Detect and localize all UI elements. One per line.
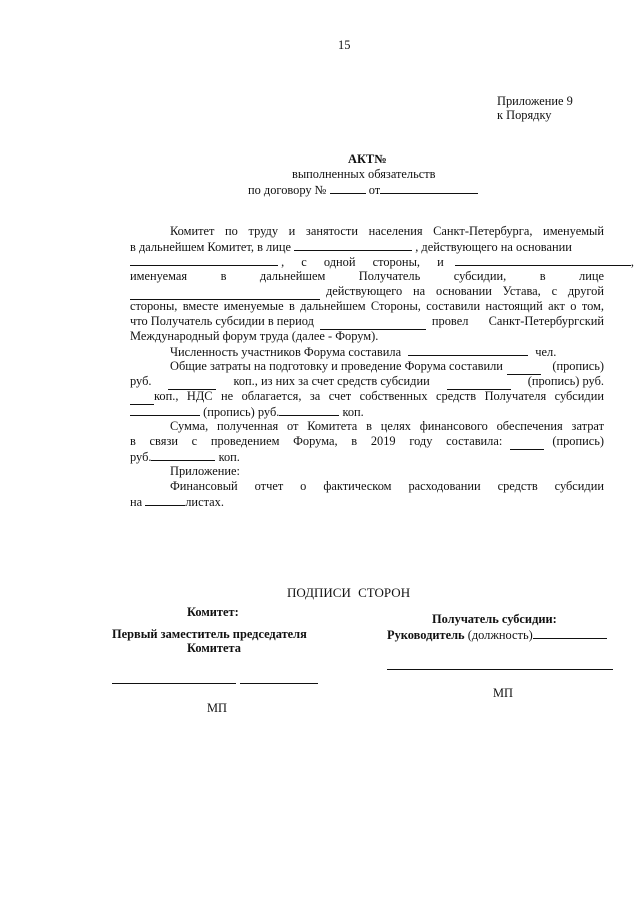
p1-line4-w4: Получатель	[358, 269, 421, 283]
p3-line2	[130, 374, 604, 390]
p1-line2-text-a: в дальнейшем Комитет, в лице	[130, 240, 291, 254]
subsidy-amount-blank	[447, 378, 511, 390]
contract-from: от	[368, 183, 381, 197]
p1-line7-text-b: провел Санкт-Петербургский	[431, 314, 604, 328]
total-cost-blank	[507, 363, 541, 375]
p4-line3-kop: коп.	[218, 450, 240, 464]
appendix-reference: к Порядку	[497, 108, 552, 122]
participants-blank	[408, 344, 528, 356]
act-title: АКТ№	[348, 152, 387, 166]
p1-line2-text-b: , действующего на основании	[415, 240, 572, 254]
p4-line3-rub: руб.	[130, 450, 152, 464]
p3-line1	[170, 359, 604, 375]
p4-line2-text: в связи с проведением Форума, в 2019 году составила:	[130, 434, 503, 448]
appendix-label: Приложение 9	[497, 94, 573, 108]
signatures-heading: ПОДПИСИ СТОРОН	[287, 585, 411, 600]
p1-line4-w6: в	[539, 269, 546, 283]
p1-line4-w1: именуемая	[130, 269, 188, 283]
recipient-seal-mark: МП	[493, 686, 513, 700]
p1-line8: Международный форум труда (далее - Форум).	[130, 329, 379, 343]
basis-blank	[130, 254, 278, 266]
p2-text: Численность участников Форума составила	[170, 345, 402, 359]
attachment-label: Приложение:	[170, 464, 240, 478]
attachment-sheets: листах.	[185, 495, 224, 509]
p1-line4-w2: в	[220, 269, 227, 283]
contract-line	[248, 182, 478, 199]
p1-line4-w5: субсидии,	[453, 269, 507, 283]
p1-line6: стороны, вместе именуемые в дальнейшем Стороны, составили настоящий акт о том,	[130, 299, 604, 313]
subsidy-kop-blank	[130, 393, 154, 405]
received-sum-blank	[510, 438, 544, 450]
p1-line4-w7: лице	[579, 269, 604, 283]
attachment-line2	[130, 494, 224, 511]
p1-line4	[130, 269, 604, 285]
p1-line5	[130, 284, 604, 300]
p1-line3-text-a: , с одной стороны, и	[281, 255, 444, 269]
committee-label: Комитет:	[187, 605, 239, 619]
contract-date-blank	[380, 182, 478, 194]
p4-line2	[130, 434, 604, 450]
p3-line3-text: коп., НДС не облагается, за счет собственных средств Получателя субсидии	[154, 389, 604, 403]
p3-line1-text-b: (пропись)	[552, 359, 604, 373]
attachment-line1: Финансовый отчет о фактическом расходовании средств субсидии	[170, 479, 604, 493]
recipient-position-rest: (должность)	[467, 628, 533, 642]
committee-signature-line	[112, 683, 236, 684]
recipient-position-bold: Руководитель	[387, 628, 465, 642]
recipient-name-blank	[455, 254, 631, 266]
total-kop-blank	[168, 378, 216, 390]
own-funds-kop-blank	[279, 404, 339, 416]
own-funds-blank	[130, 404, 200, 416]
committee-position-line1: Первый заместитель председателя	[112, 627, 307, 641]
contract-prefix: по договору №	[248, 183, 327, 197]
recipient-signature-line	[387, 669, 613, 670]
p3-line2-text-c: (пропись) руб.	[527, 374, 604, 388]
committee-seal-mark: МП	[207, 701, 227, 715]
received-kop-blank	[151, 449, 215, 461]
page-number: 15	[338, 38, 351, 52]
p3-line2-text: коп., из них за счет средств субсидии	[233, 374, 430, 388]
p3-line2-rub: руб.	[130, 374, 152, 388]
p1-line1: Комитет по труду и занятости населения Санкт-Петербурга, именуемый	[170, 224, 604, 238]
p4-line2-text-b: (пропись)	[552, 434, 604, 448]
recipient-rep-blank	[130, 288, 320, 300]
p3-line1-text-a: Общие затраты на подготовку и проведение Форума составили	[170, 359, 503, 373]
p4-line1: Сумма, полученная от Комитета в целях финансового обеспечения затрат	[170, 419, 604, 433]
p3-line4-text-b: коп.	[342, 405, 364, 419]
contract-number-blank	[330, 182, 366, 194]
committee-name-line	[240, 683, 318, 684]
p1-line5-text: действующего на основании Устава, с другой	[326, 284, 604, 298]
attachment-na: на	[130, 495, 143, 509]
p1-line4-w3: дальнейшем	[259, 269, 326, 283]
representative-blank	[294, 239, 412, 251]
recipient-position-blank	[533, 627, 607, 639]
p3-line3	[130, 389, 604, 405]
p3-line4-text-a: (пропись) руб.	[203, 405, 280, 419]
committee-position-line2: Комитета	[187, 641, 241, 655]
recipient-label: Получатель субсидии:	[432, 612, 557, 626]
act-subtitle: выполненных обязательств	[292, 167, 436, 181]
p1-line3-text-b: ,	[630, 255, 634, 269]
p2-unit: чел.	[535, 345, 557, 359]
p1-line7	[130, 314, 604, 330]
sheets-count-blank	[145, 494, 185, 506]
p1-line7-text-a: что Получатель субсидии в период	[130, 314, 314, 328]
period-blank	[320, 318, 426, 330]
recipient-position-line	[387, 627, 607, 644]
